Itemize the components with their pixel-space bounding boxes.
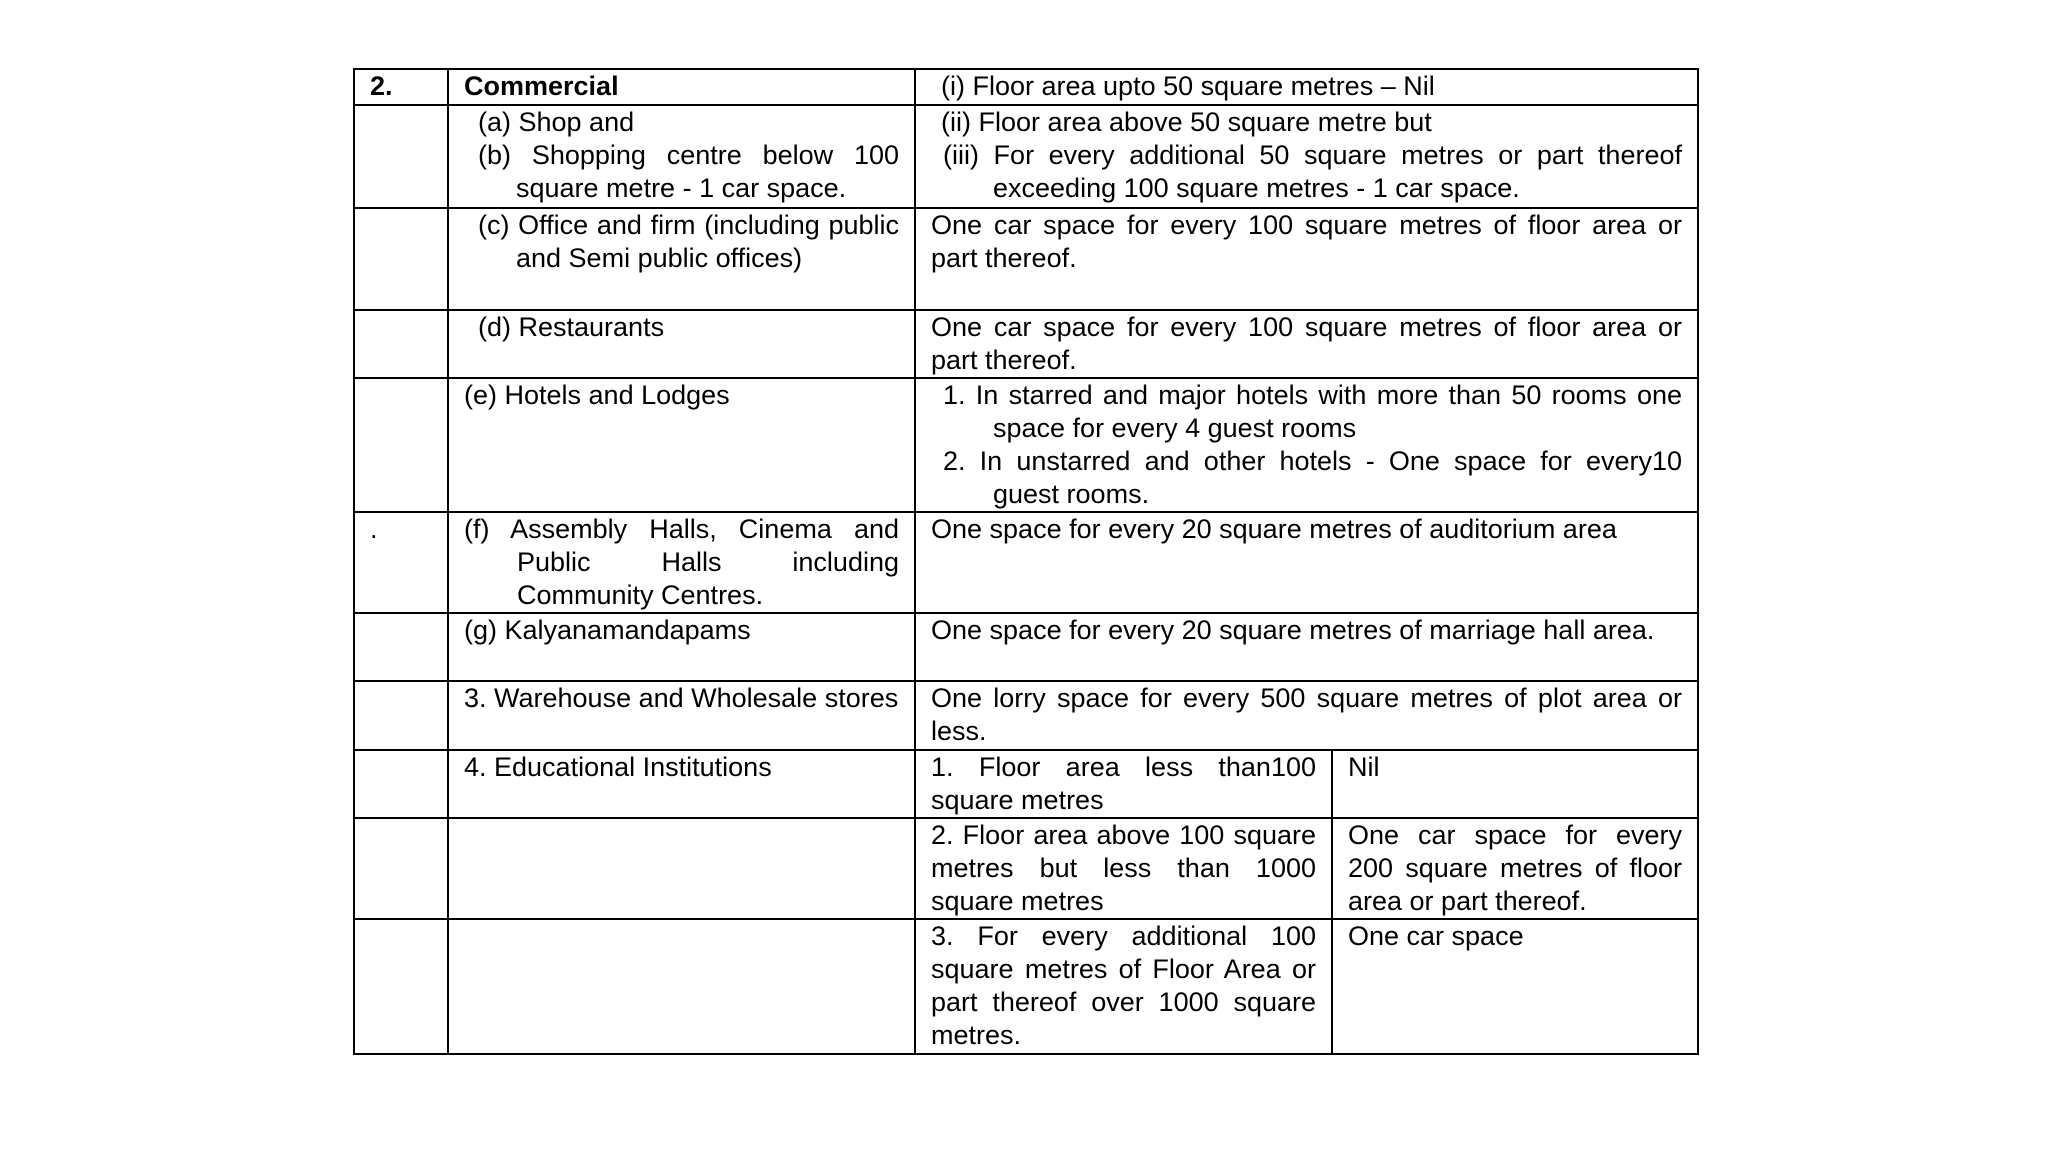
condition-cell: 1. Floor area less than100 square metres: [915, 750, 1332, 818]
parking-requirements-table: [353, 68, 1699, 1055]
requirement-line: 2. In unstarred and other hotels - One space for every10 guest rooms.: [943, 446, 1682, 509]
requirement-line: 1. In starred and major hotels with more than 50 rooms one space for every 4 guest rooms: [943, 380, 1682, 443]
use-line: (f) Assembly Halls, Cinema and Public Halls including Community Centres.: [464, 514, 899, 610]
use-line: (b) Shopping centre below 100 square metre - 1 car space.: [478, 140, 899, 203]
serial-number-cell: [354, 613, 448, 681]
requirement-line: (ii) Floor area above 50 square metre but: [941, 107, 1432, 137]
use-cell: [448, 310, 915, 378]
requirement-line: (iii) For every additional 50 square metres or part thereof exceeding 100 square metres - 1 car space.: [943, 140, 1682, 203]
table-row: [354, 750, 1698, 818]
use-line: (d) Restaurants: [478, 312, 665, 342]
use-cell: [448, 105, 915, 208]
table-row: [354, 208, 1698, 310]
serial-number-cell: 2.: [354, 69, 448, 105]
serial-number-cell: [354, 681, 448, 750]
requirement-cell: One car space for every 100 square metres of floor area or part thereof.: [915, 310, 1698, 378]
requirement-line: (i) Floor area upto 50 square metres – Nil: [941, 71, 1435, 101]
value-cell: Nil: [1332, 750, 1698, 818]
table-row: [354, 512, 1698, 613]
table-row: [354, 919, 1698, 1054]
table-row: [354, 310, 1698, 378]
serial-number-cell: .: [354, 512, 448, 613]
value-cell: One car space: [1332, 919, 1698, 1054]
use-cell: [448, 919, 915, 1054]
table-row: [354, 818, 1698, 919]
serial-number-cell: [354, 818, 448, 919]
requirement-cell: One space for every 20 square metres of auditorium area: [915, 512, 1698, 613]
value-cell: One car space for every 200 square metres of floor area or part thereof.: [1332, 818, 1698, 919]
table-row: [354, 105, 1698, 208]
use-cell: [448, 208, 915, 310]
serial-number-cell: [354, 208, 448, 310]
use-cell: (e) Hotels and Lodges: [448, 378, 915, 512]
requirement-cell: [915, 69, 1698, 105]
serial-number-cell: [354, 105, 448, 208]
table-row: [354, 613, 1698, 681]
requirement-cell: [915, 105, 1698, 208]
use-line: 3. Warehouse and Wholesale stores: [464, 683, 899, 713]
table-row: [354, 69, 1698, 105]
serial-number-cell: [354, 919, 448, 1054]
use-line: (c) Office and firm (including public and Semi public offices): [478, 210, 899, 273]
category-heading-cell: Commercial: [448, 69, 915, 105]
condition-cell: 3. For every additional 100 square metres of Floor Area or part thereof over 1000 square metres.: [915, 919, 1332, 1054]
use-line: (a) Shop and: [478, 107, 635, 137]
use-cell: [448, 512, 915, 613]
serial-number-cell: [354, 750, 448, 818]
use-cell: (g) Kalyanamandapams: [448, 613, 915, 681]
table-row: [354, 378, 1698, 512]
use-cell: [448, 818, 915, 919]
table-row: [354, 681, 1698, 750]
requirement-cell: One car space for every 100 square metres of floor area or part thereof.: [915, 208, 1698, 310]
use-cell: [448, 681, 915, 750]
requirement-cell: [915, 378, 1698, 512]
requirement-cell: One lorry space for every 500 square metres of plot area or less.: [915, 681, 1698, 750]
serial-number-cell: [354, 310, 448, 378]
use-cell: 4. Educational Institutions: [448, 750, 915, 818]
requirement-cell: One space for every 20 square metres of marriage hall area.: [915, 613, 1698, 681]
condition-cell: 2. Floor area above 100 square metres but less than 1000 square metres: [915, 818, 1332, 919]
serial-number-cell: [354, 378, 448, 512]
